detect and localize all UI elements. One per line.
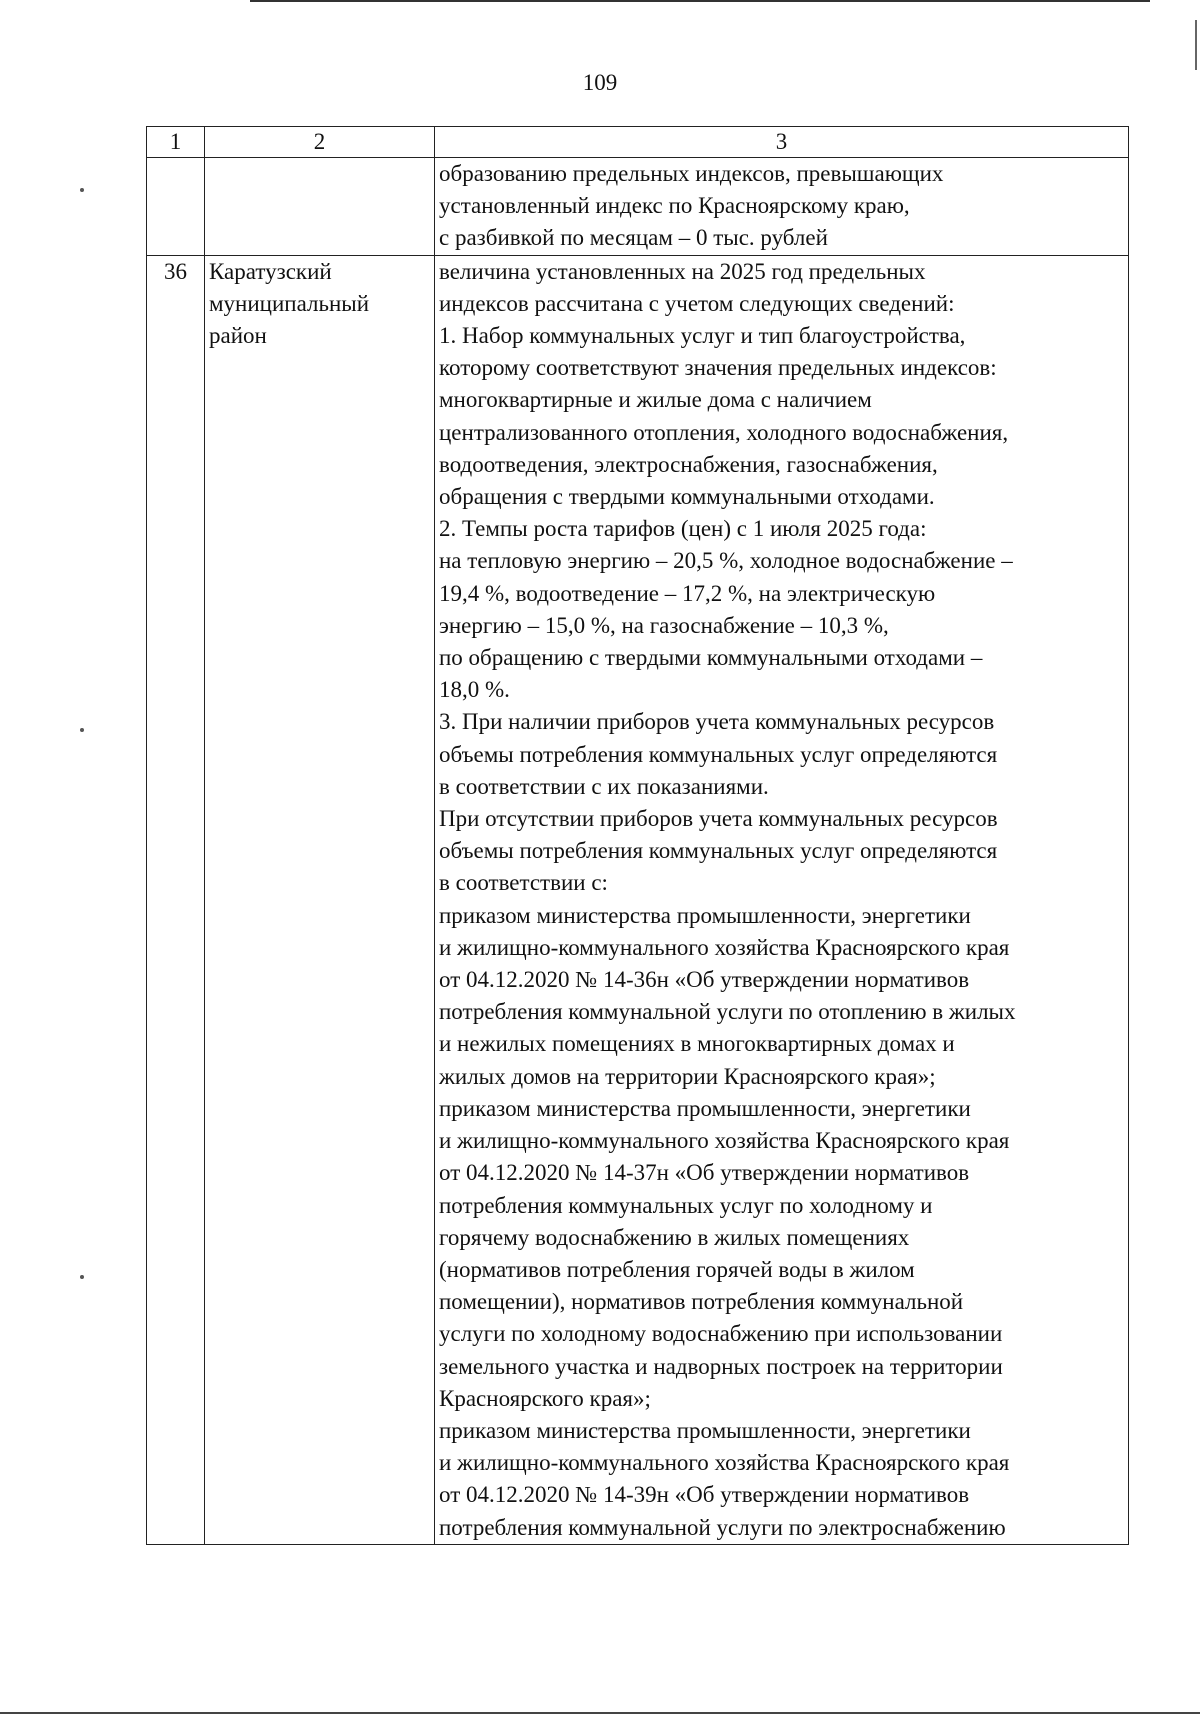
text-line: горячему водоснабжению в жилых помещениях	[439, 1224, 910, 1250]
text-line: потребления коммунальной услуги по отоплению в жилых	[439, 999, 1016, 1025]
text-line: 18,0 %.	[439, 677, 510, 703]
row-number-cell	[147, 158, 205, 256]
text-line: Красноярского края»;	[439, 1385, 651, 1411]
text-line: приказом министерства промышленности, энергетики	[439, 1095, 971, 1121]
text-line: многоквартирные и жилые дома с наличием	[439, 387, 872, 413]
text-line: в соответствии с их показаниями.	[439, 773, 769, 799]
text-line: земельного участка и надворных построек на территории	[439, 1353, 1003, 1379]
table-header-row	[147, 127, 1129, 158]
text-line: централизованного отопления, холодного водоснабжения,	[439, 419, 1009, 445]
limits-table	[146, 126, 1129, 1545]
text-line: от 04.12.2020 № 14-37н «Об утверждении нормативов	[439, 1160, 970, 1186]
scan-right-edge-mark	[1195, 20, 1197, 70]
municipality-name-line: Каратузский	[209, 258, 332, 284]
text-line: с разбивкой по месяцам – 0 тыс. рублей	[439, 225, 828, 251]
municipality-name-line: муниципальный	[209, 290, 370, 316]
text-line: на тепловую энергию – 20,5 %, холодное водоснабжение –	[439, 548, 1013, 574]
page-number: 109	[582, 70, 618, 95]
text-line: услуги по холодному водоснабжению при использовании	[439, 1321, 1003, 1347]
municipality-cell	[205, 158, 435, 256]
text-line: 2. Темпы роста тарифов (цен) с 1 июля 2025 года:	[439, 516, 927, 542]
text-line: обращения с твердыми коммунальными отходами.	[439, 484, 935, 510]
scan-bottom-edge-line	[0, 1712, 1200, 1714]
text-line: индексов рассчитана с учетом следующих сведений:	[439, 290, 955, 316]
row-number-cell: 36	[147, 255, 205, 1544]
text-line: водоотведения, электроснабжения, газоснабжения,	[439, 451, 938, 477]
text-line: и жилищно-коммунального хозяйства Красноярского края	[439, 934, 1010, 960]
text-line: образованию предельных индексов, превышающих	[439, 161, 944, 186]
text-line: в соответствии с:	[439, 870, 608, 896]
text-line: потребления коммунальной услуги по электроснабжению	[439, 1514, 1006, 1540]
text-line: от 04.12.2020 № 14-39н «Об утверждении нормативов	[439, 1482, 970, 1508]
text-line: 19,4 %, водоотведение – 17,2 %, на электрическую	[439, 580, 936, 606]
scan-speck	[80, 188, 84, 192]
text-line: приказом министерства промышленности, энергетики	[439, 902, 971, 928]
text-line: 1. Набор коммунальных услуг и тип благоустройства,	[439, 323, 966, 349]
text-line: по обращению с твердыми коммунальными отходами –	[439, 645, 983, 671]
header-cell-3: 3	[435, 127, 1129, 158]
municipality-cell	[205, 255, 435, 1544]
description-cell	[435, 158, 1129, 256]
text-line: жилых домов на территории Красноярского края»;	[439, 1063, 936, 1089]
description-cell	[435, 255, 1129, 1544]
header-cell-1: 1	[147, 127, 205, 158]
text-line: энергию – 15,0 %, на газоснабжение – 10,3 %,	[439, 612, 889, 638]
text-line: При отсутствии приборов учета коммунальных ресурсов	[439, 806, 998, 832]
table-row-continuation	[147, 158, 1129, 256]
text-line: установленный индекс по Красноярскому краю,	[439, 193, 910, 219]
text-line: и жилищно-коммунального хозяйства Красноярского края	[439, 1450, 1010, 1476]
scan-speck	[80, 728, 84, 732]
text-line: и нежилых помещениях в многоквартирных домах и	[439, 1031, 955, 1057]
text-line: 3. При наличии приборов учета коммунальных ресурсов	[439, 709, 995, 735]
text-line: приказом министерства промышленности, энергетики	[439, 1417, 971, 1443]
text-line: (нормативов потребления горячей воды в жилом	[439, 1256, 915, 1282]
text-line: потребления коммунальных услуг по холодному и	[439, 1192, 933, 1218]
scan-speck	[80, 1275, 84, 1279]
text-line: объемы потребления коммунальных услуг определяются	[439, 741, 998, 767]
text-line: от 04.12.2020 № 14-36н «Об утверждении нормативов	[439, 967, 970, 993]
text-line: которому соответствуют значения предельных индексов:	[439, 355, 997, 381]
text-line: объемы потребления коммунальных услуг определяются	[439, 838, 998, 864]
municipality-name-line: район	[209, 323, 267, 349]
header-cell-2: 2	[205, 127, 435, 158]
text-line: и жилищно-коммунального хозяйства Красноярского края	[439, 1128, 1010, 1154]
scan-top-edge-line	[250, 0, 1150, 2]
table-row-36	[147, 255, 1129, 1544]
text-line: помещении), нормативов потребления коммунальной	[439, 1289, 964, 1315]
text-line: величина установленных на 2025 год предельных	[439, 258, 926, 284]
